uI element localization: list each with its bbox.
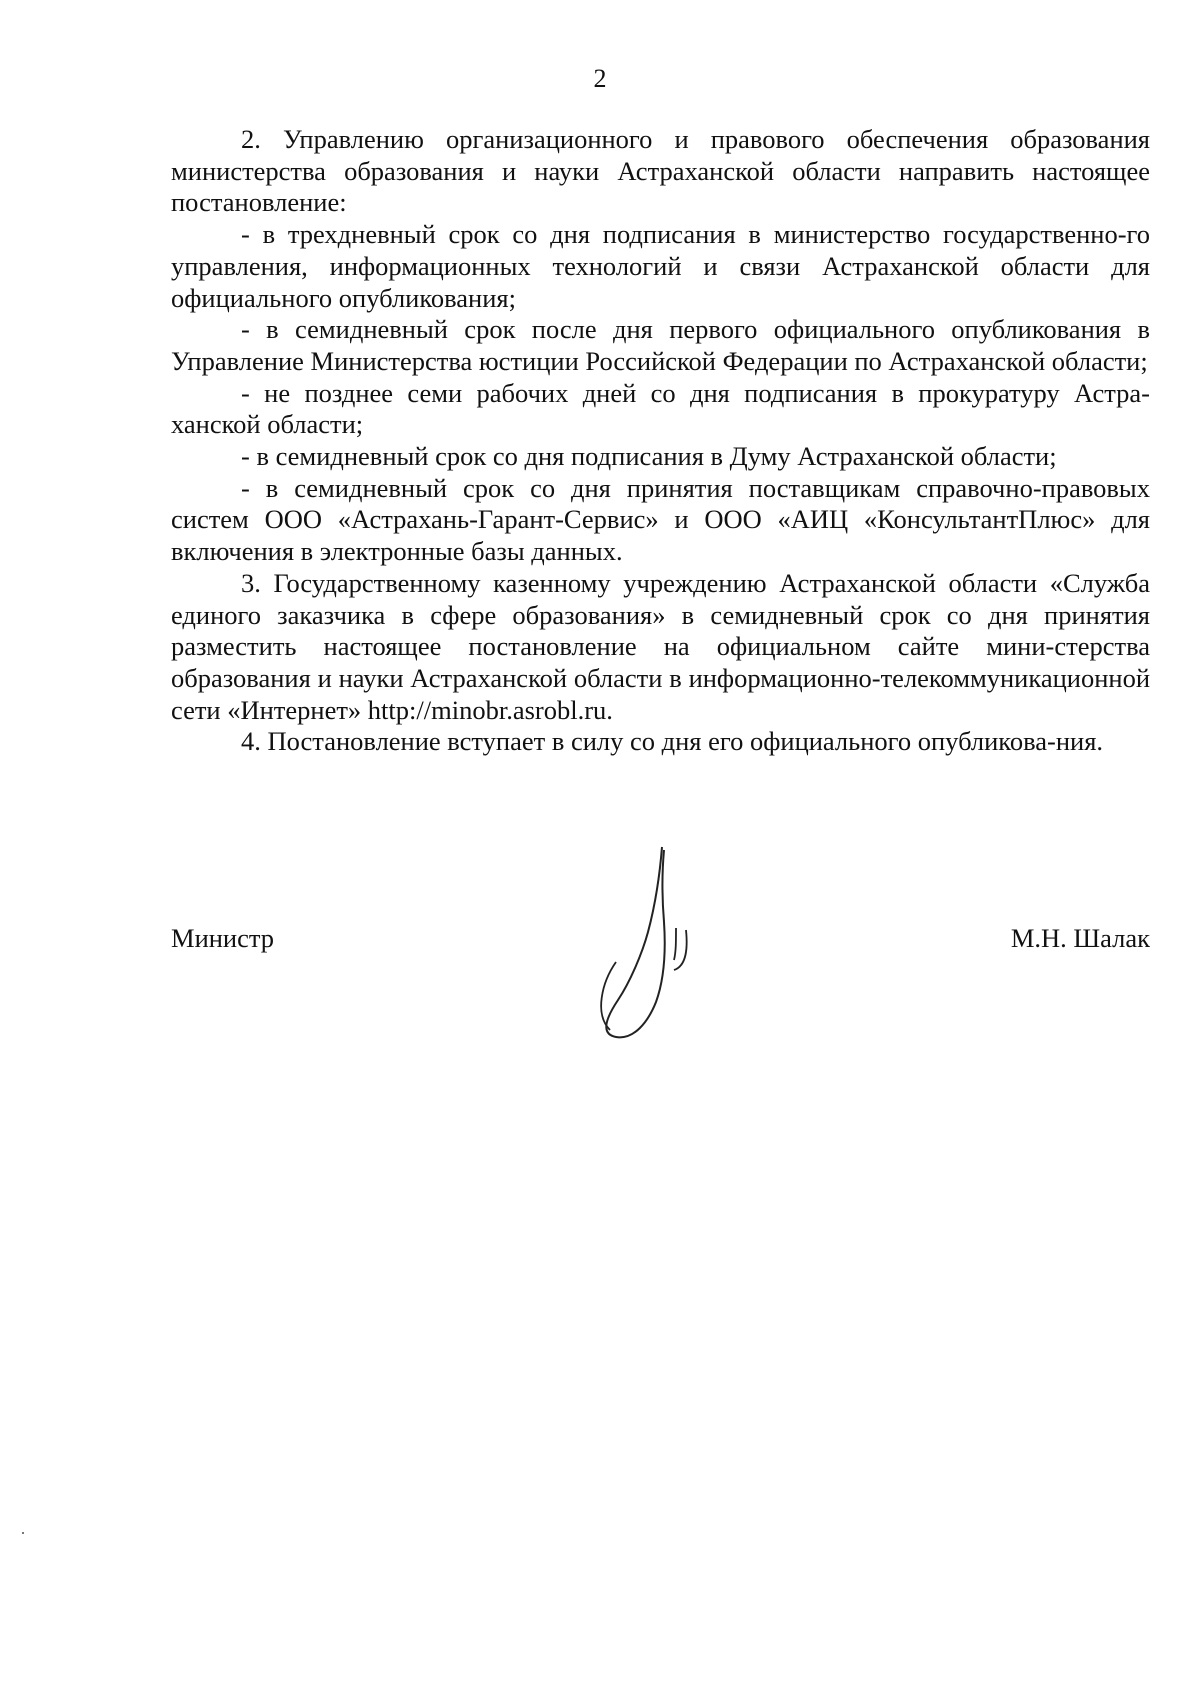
paragraph-4: 4. Постановление вступает в силу со дня его официального опубликова-ния.: [241, 726, 1104, 757]
paragraph-2-item-4: - в семидневный срок со дня подписания в Думу Астраханской области;: [241, 441, 1057, 472]
signatory-title: Министр: [171, 923, 275, 953]
paragraph-3: 3. Государственному казенному учреждению Астраханской области «Служба единого заказчика в сфере образования» в семидневный срок со дня принятия разместить настоящее постановление на официальном сайте мини-стерства образования и науки Астраханской области в информационно-телекоммуникационной сети «Интернет» http://minobr.asrobl.ru.: [171, 567, 1150, 725]
paragraph-2-item-5: - в семидневный срок со дня принятия поставщикам справочно-правовых систем ООО «Астрахань-Гарант-Сервис» и ООО «АИЦ «КонсультантПлюс» для включения в электронные базы данных.: [171, 472, 1150, 567]
paragraph-2-item-2: - в семидневный срок после дня первого официального опубликования в Управление Министерства юстиции Российской Федерации по Астраханской области;: [171, 314, 1150, 376]
paragraph-2: 2. Управлению организационного и правового обеспечения образования министерства образования и науки Астраханской области направить настоящее постановление:: [171, 124, 1150, 218]
scan-artifact-dot: [22, 1532, 24, 1534]
page-number: 2: [593, 64, 607, 93]
paragraph-2-item-3: - не позднее семи рабочих дней со дня подписания в прокуратуру Астра-ханской области;: [171, 377, 1150, 440]
handwritten-signature: [590, 842, 720, 1042]
paragraph-2-item-1: - в трехдневный срок со дня подписания в министерство государственно-го управления, информационных технологий и связи Астраханской области для официального опубликования;: [171, 219, 1150, 313]
signatory-name: М.Н. Шалак: [1010, 923, 1150, 953]
document-body: [171, 124, 1150, 758]
